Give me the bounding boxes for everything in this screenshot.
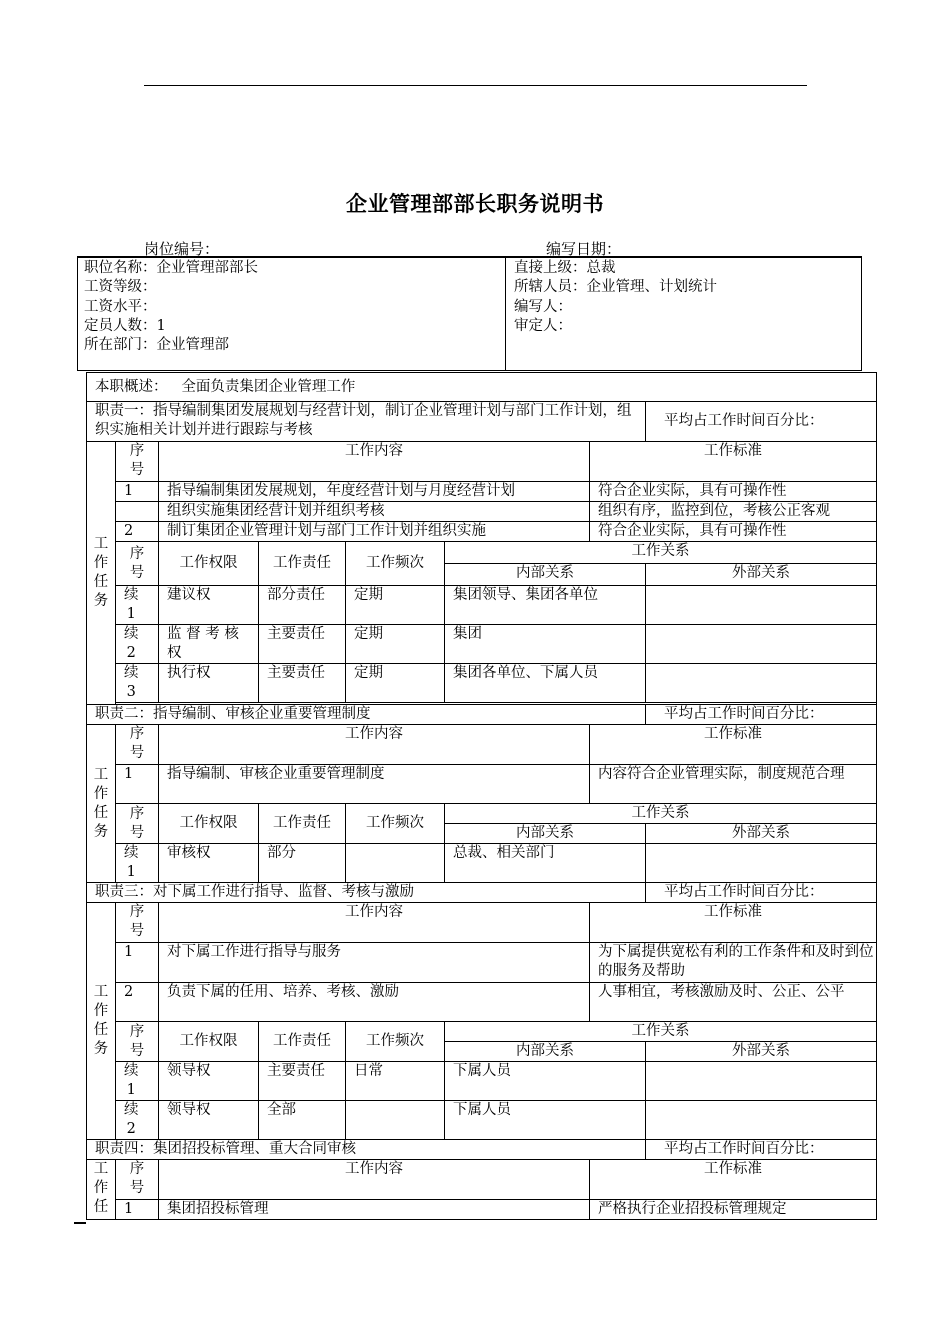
- percent-label: 平均占工作时间百分比：: [646, 1140, 877, 1160]
- task-vertical-label: 工作任务: [93, 536, 109, 609]
- summary-text: 全面负责集团企业管理工作: [181, 378, 356, 395]
- table-row: [87, 1200, 877, 1220]
- right-internal: 集团: [445, 625, 646, 664]
- header-divider: [505, 256, 506, 371]
- right-responsibility: 部分责任: [259, 586, 346, 625]
- relations-header: 工作关系: [445, 1022, 877, 1042]
- right-internal: 下属人员: [445, 1101, 646, 1140]
- approver: 审定人：: [514, 317, 572, 334]
- right-external: [646, 664, 877, 703]
- salary-grade: 工资等级：: [84, 279, 157, 296]
- responsibility-header: 工作责任: [259, 1022, 346, 1062]
- standard-header: 工作标准: [590, 725, 877, 765]
- right-seq: 续2: [124, 626, 139, 661]
- right-seq: 续1: [124, 1063, 139, 1098]
- table-row: [87, 1101, 877, 1140]
- right-frequency: 定期: [346, 625, 445, 664]
- task-seq: 1: [116, 1200, 159, 1220]
- task-standard: 内容符合企业管理实际，制度规范合理: [590, 765, 877, 804]
- content-header: 工作内容: [159, 725, 590, 765]
- seq-header: 序号: [129, 545, 145, 581]
- task-standard: 符合企业实际，具有可操作性: [590, 482, 877, 502]
- seq-header: 序号: [129, 443, 145, 478]
- task-seq: 2: [116, 522, 159, 542]
- content-header: 工作内容: [159, 1160, 590, 1200]
- duty-title: 职责二：指导编制、审核企业重要管理制度: [87, 705, 646, 725]
- table-row: [87, 943, 877, 983]
- right-frequency: [346, 1101, 445, 1140]
- duty-table: [86, 372, 877, 1220]
- authority-header: 工作权限: [159, 804, 259, 844]
- table-row: [87, 765, 877, 804]
- author: 编写人：: [514, 298, 572, 315]
- task-seq: 2: [116, 983, 159, 1022]
- frequency-header: 工作频次: [346, 804, 445, 844]
- right-external: [646, 1062, 877, 1101]
- right-responsibility: 部分: [259, 844, 346, 883]
- seq-header: 序号: [129, 726, 145, 761]
- task-standard: 严格执行企业招投标管理规定: [590, 1200, 877, 1220]
- task-content: 指导编制、审核企业重要管理制度: [159, 765, 590, 804]
- table-row: [87, 522, 877, 542]
- table-row: [87, 1062, 877, 1101]
- internal-header: 内部关系: [445, 824, 646, 844]
- department: 所在部门：企业管理部: [84, 337, 229, 354]
- task-content: 指导编制集团发展规划，年度经营计划与月度经营计划: [159, 482, 590, 502]
- task-content: 集团招投标管理: [159, 1200, 590, 1220]
- date-label: 编写日期：: [546, 240, 622, 258]
- percent-label: 平均占工作时间百分比：: [646, 705, 877, 725]
- duty-title-row: [87, 705, 877, 725]
- right-authority: 执行权: [159, 664, 259, 703]
- direct-superior: 直接上级：总裁: [514, 260, 616, 276]
- task-standard: 符合企业实际，具有可操作性: [590, 522, 877, 542]
- header-left: [84, 259, 258, 355]
- seq-header: 序号: [129, 904, 145, 939]
- right-external: [646, 625, 877, 664]
- position-name: 职位名称：企业管理部部长: [84, 260, 258, 276]
- right-external: [646, 586, 877, 625]
- right-frequency: 定期: [346, 664, 445, 703]
- frequency-header: 工作频次: [346, 1022, 445, 1062]
- summary-label: 本职概述：: [95, 378, 168, 395]
- right-internal: 总裁、相关部门: [445, 844, 646, 883]
- subordinates: 所辖人员：企业管理、计划统计: [514, 279, 717, 296]
- external-header: 外部关系: [646, 1042, 877, 1062]
- relations-header: 工作关系: [445, 804, 877, 824]
- standard-header: 工作标准: [590, 1160, 877, 1200]
- right-internal: 集团领导、集团各单位: [445, 586, 646, 625]
- table-row: [87, 625, 877, 664]
- task-seq: 1: [116, 482, 159, 502]
- table-row: [87, 844, 877, 883]
- post-code-label: 岗位编号：: [144, 240, 220, 258]
- duty-title-row: [87, 402, 877, 442]
- salary-level: 工资水平：: [84, 298, 157, 315]
- relations-header: 工作关系: [445, 542, 877, 564]
- table-row: [87, 586, 877, 625]
- external-header: 外部关系: [646, 824, 877, 844]
- task-standard: 人事相宜，考核激励及时、公正、公平: [590, 983, 877, 1022]
- standard-header: 工作标准: [590, 903, 877, 943]
- table-row: [87, 804, 877, 824]
- task-content: 对下属工作进行指导与服务: [159, 943, 590, 983]
- task-standard: 组织有序，监控到位，考核公正客观: [590, 502, 877, 522]
- percent-label: 平均占工作时间百分比：: [646, 402, 877, 442]
- table-row: [87, 664, 877, 703]
- right-authority: 审核权: [159, 844, 259, 883]
- task-seq: [116, 502, 159, 522]
- right-internal: 集团各单位、下属人员: [445, 664, 646, 703]
- right-authority: 监 督 考 核 权: [159, 625, 259, 664]
- seq-header: 序号: [129, 1023, 145, 1059]
- authority-header: 工作权限: [159, 1022, 259, 1062]
- duty-title-row: [87, 1140, 877, 1160]
- task-vertical-label: 工作任务: [93, 984, 109, 1057]
- external-header: 外部关系: [646, 564, 877, 586]
- right-internal: 下属人员: [445, 1062, 646, 1101]
- right-external: [646, 1101, 877, 1140]
- internal-header: 内部关系: [445, 564, 646, 586]
- task-content: 负责下属的任用、培养、考核、激励: [159, 983, 590, 1022]
- seq-header: 序号: [129, 805, 145, 841]
- table-row: [87, 1022, 877, 1042]
- standard-header: 工作标准: [590, 442, 877, 482]
- internal-header: 内部关系: [445, 1042, 646, 1062]
- authority-header: 工作权限: [159, 542, 259, 586]
- header-right: [514, 259, 717, 336]
- table-row: [87, 442, 877, 482]
- right-seq: 续1: [124, 587, 139, 622]
- table-row: [87, 502, 877, 522]
- right-authority: 领导权: [159, 1062, 259, 1101]
- right-frequency: [346, 844, 445, 883]
- right-frequency: 定期: [346, 586, 445, 625]
- task-content: 制订集团企业管理计划与部门工作计划并组织实施: [159, 522, 590, 542]
- task-content: 组织实施集团经营计划并组织考核: [159, 502, 590, 522]
- right-authority: 领导权: [159, 1101, 259, 1140]
- task-seq: 1: [116, 943, 159, 983]
- right-seq: 续3: [124, 665, 139, 700]
- duty-title: 职责四：集团招投标管理、重大合同审核: [87, 1140, 646, 1160]
- right-frequency: 日常: [346, 1062, 445, 1101]
- content-header: 工作内容: [159, 442, 590, 482]
- headcount: 定员人数：1: [84, 317, 166, 334]
- right-authority: 建议权: [159, 586, 259, 625]
- responsibility-header: 工作责任: [259, 804, 346, 844]
- content-header: 工作内容: [159, 903, 590, 943]
- frequency-header: 工作频次: [346, 542, 445, 586]
- duty-title: 职责一：指导编制集团发展规划与经营计划，制订企业管理计划与部门工作计划，组织实施相关计划并进行跟踪与考核: [87, 402, 646, 442]
- table-row: [87, 903, 877, 943]
- right-responsibility: 主要责任: [259, 625, 346, 664]
- right-seq: 续2: [124, 1102, 139, 1137]
- percent-label: 平均占工作时间百分比：: [646, 883, 877, 903]
- task-vertical-label: 工作任: [93, 1161, 109, 1215]
- table-row: [87, 983, 877, 1022]
- duty-title: 职责三：对下属工作进行指导、监督、考核与激励: [87, 883, 646, 903]
- table-row: [87, 1160, 877, 1200]
- right-seq: 续1: [124, 845, 139, 880]
- right-responsibility: 主要责任: [259, 1062, 346, 1101]
- page-title: 企业管理部部长职务说明书: [346, 192, 604, 216]
- task-standard: 为下属提供宽松有利的工作条件和及时到位的服务及帮助: [590, 943, 877, 983]
- duty-title-row: [87, 883, 877, 903]
- task-vertical-label: 工作任务: [93, 766, 109, 840]
- table-row: [87, 725, 877, 765]
- table-row: [87, 482, 877, 502]
- seq-header: 序号: [129, 1161, 145, 1196]
- task-seq: 1: [116, 765, 159, 804]
- table-end-mark: [74, 1222, 86, 1224]
- right-responsibility: 全部: [259, 1101, 346, 1140]
- right-responsibility: 主要责任: [259, 664, 346, 703]
- table-row: [87, 542, 877, 564]
- summary-row: [87, 373, 877, 402]
- right-external: [646, 844, 877, 883]
- responsibility-header: 工作责任: [259, 542, 346, 586]
- top-rule: [144, 85, 807, 86]
